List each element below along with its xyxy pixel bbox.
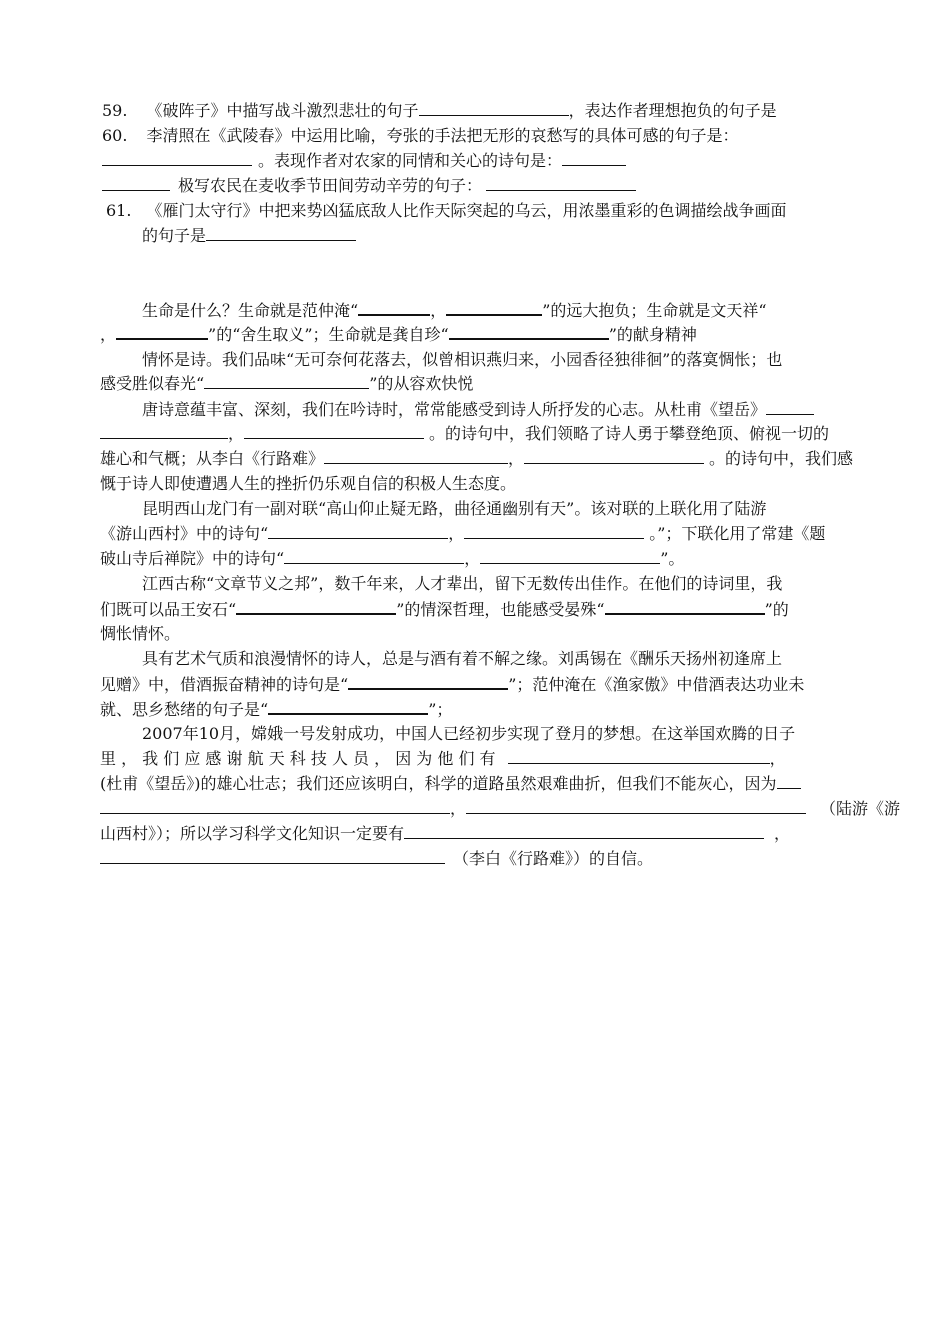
question-text: 《雁门太守行》中把来势凶猛底敌人比作天际突起的乌云，用浓墨重彩的色调描绘战争画面 — [146, 201, 787, 220]
paragraph-text: 江西古称“文章节义之邦”，数千年来，人才辈出，留下无数传出佳作。在他们的诗词里，我 — [142, 574, 783, 593]
fill-paragraph-feelings-line2 — [100, 373, 473, 395]
question-text: 。表现作者对农家的同情和关心的诗句是： — [258, 151, 563, 170]
paragraph-text: 们既可以品王安石“ — [100, 600, 237, 619]
fill-paragraph-wine-line2 — [100, 673, 804, 695]
paragraph-text: ”。 — [660, 549, 685, 568]
question-60-line3 — [102, 175, 636, 197]
paragraph-text: 感受胜似春光“ — [100, 374, 205, 393]
answer-blank[interactable] — [284, 548, 464, 564]
answer-blank[interactable] — [404, 823, 764, 839]
paragraph-text: ， — [508, 449, 525, 468]
fill-paragraph-couplet-line2 — [100, 523, 825, 545]
answer-blank[interactable] — [268, 698, 428, 715]
question-number: 60. — [102, 126, 128, 145]
paragraph-text: ”的远大抱负；生命就是文天祥“ — [542, 301, 767, 320]
answer-blank[interactable] — [480, 548, 660, 564]
paragraph-text: 情怀是诗。我们品味“无可奈何花落去，似曾相识燕归来，小园香径独徘徊”的落寞惆怅；也 — [142, 350, 783, 369]
answer-blank[interactable] — [562, 150, 626, 166]
fill-paragraph-tang-poems — [142, 399, 814, 421]
answer-blank[interactable] — [419, 100, 569, 116]
paragraph-text: 就、思乡愁绪的句子是“ — [100, 700, 269, 719]
answer-blank[interactable] — [100, 798, 450, 814]
paragraph-text: 2007年10月，嫦娥一号发射成功，中国人已经初步实现了登月的梦想。在这举国欢腾的日子 — [142, 724, 796, 743]
paragraph-text: ”；范仲淹在《渔家傲》中借酒表达功业未 — [508, 675, 805, 694]
paragraph-text: ， — [769, 749, 786, 768]
fill-paragraph-life — [142, 299, 767, 321]
answer-blank[interactable] — [486, 175, 636, 191]
fill-paragraph-change-line2 — [100, 748, 786, 770]
fill-paragraph-tang-poems-line4 — [100, 473, 516, 495]
paragraph-text: ， — [464, 549, 481, 568]
question-text: 极写农民在麦收季节田间劳动辛劳的句子： — [178, 176, 483, 195]
fill-paragraph-change-line6 — [100, 848, 653, 870]
fill-paragraph-wine-line3 — [100, 698, 452, 720]
paragraph-text: 里 ， 我 们 应 感 谢 航 天 科 技 人 员 ， 因 为 他 们 有 — [100, 749, 496, 768]
answer-blank[interactable] — [236, 598, 396, 615]
answer-blank[interactable] — [348, 673, 508, 690]
paragraph-text: 唐诗意蕴丰富、深刻，我们在吟诗时，常常能感受到诗人所抒发的心志。从杜甫《望岳》 — [142, 400, 767, 419]
question-text: 李清照在《武陵春》中运用比喻，夸张的手法把无形的哀愁写的具体可感的句子是： — [146, 126, 739, 145]
answer-blank[interactable] — [508, 748, 770, 764]
paragraph-text: ， — [774, 824, 791, 843]
paragraph-text: 昆明西山龙门有一副对联“高山仰止疑无路，曲径通幽别有天”。该对联的上联化用了陆游 — [142, 499, 767, 518]
fill-paragraph-jiangxi — [142, 573, 782, 595]
answer-blank[interactable] — [100, 848, 445, 864]
question-text: 的句子是 — [142, 226, 207, 245]
fill-paragraph-change-line5 — [100, 823, 790, 845]
fill-paragraph-change — [142, 723, 795, 745]
paragraph-text: 惆怅情怀。 — [100, 624, 181, 643]
paragraph-text: ”； — [428, 700, 453, 719]
answer-blank[interactable] — [324, 448, 508, 464]
answer-blank[interactable] — [206, 225, 356, 241]
question-number: 61. — [106, 201, 132, 220]
answer-blank[interactable] — [100, 423, 228, 439]
fill-paragraph-change-line4 — [100, 798, 900, 820]
paragraph-text: 。的诗句中，我们领略了诗人勇于攀登绝顶、俯视一切的 — [429, 424, 830, 443]
paragraph-text: ”的从容欢快悦 — [369, 374, 474, 393]
fill-paragraph-couplet — [142, 498, 766, 520]
answer-blank[interactable] — [358, 299, 430, 316]
paragraph-text: （李白《行路难》）的自信。 — [453, 849, 654, 868]
answer-blank[interactable] — [204, 373, 369, 389]
answer-blank[interactable] — [605, 598, 765, 615]
paragraph-text: 《游山西村》中的诗句“ — [100, 524, 269, 543]
paragraph-text: 。的诗句中，我们感 — [709, 449, 854, 468]
question-60-line2 — [102, 150, 626, 172]
answer-blank[interactable] — [449, 323, 609, 340]
question-number: 59. — [102, 101, 128, 120]
answer-blank[interactable] — [464, 523, 644, 539]
paragraph-text: 生命是什么？生命就是范仲淹“ — [142, 301, 359, 320]
question-61 — [106, 200, 787, 222]
answer-blank[interactable] — [268, 523, 448, 539]
paragraph-text: ”的“舍生取义”；生命就是龚自珍“ — [208, 325, 449, 344]
answer-blank[interactable] — [116, 323, 208, 340]
fill-paragraph-jiangxi-line2 — [100, 598, 789, 620]
paragraph-text: 具有艺术气质和浪漫情怀的诗人，总是与酒有着不解之缘。刘禹锡在《酬乐天扬州初逢席上 — [142, 649, 783, 668]
paragraph-text: 破山寺后禅院》中的诗句“ — [100, 549, 285, 568]
paragraph-text: ， — [450, 799, 467, 818]
fill-paragraph-tang-poems-line3 — [100, 448, 853, 470]
answer-blank[interactable] — [102, 150, 252, 166]
answer-blank[interactable] — [446, 299, 542, 316]
fill-paragraph-wine — [142, 648, 782, 670]
paragraph-text: （陆游《游 — [820, 799, 901, 818]
paragraph-text: ， — [430, 301, 447, 320]
paragraph-text: ， — [100, 325, 117, 344]
fill-paragraph-life-line2 — [100, 323, 697, 345]
question-text: 《破阵子》中描写战斗激烈悲壮的句子 — [146, 101, 419, 120]
question-text: ，表达作者理想抱负的句子是 — [568, 101, 777, 120]
answer-blank[interactable] — [766, 399, 814, 415]
answer-blank[interactable] — [466, 798, 806, 814]
paragraph-text: ， — [448, 524, 465, 543]
question-59 — [102, 100, 777, 122]
paragraph-text: 山西村》）；所以学习科学文化知识一定要有 — [100, 824, 405, 843]
paragraph-text: 。”；下联化用了常建《题 — [649, 524, 826, 543]
answer-blank[interactable] — [524, 448, 704, 464]
question-61-line2 — [142, 225, 356, 247]
paragraph-text: 慨于诗人即使遭遇人生的挫折仍乐观自信的积极人生态度。 — [100, 474, 517, 493]
paragraph-text: (杜甫《望岳》)的雄心壮志；我们还应该明白，科学的道路虽然艰难曲折，但我们不能灰心，因为 — [100, 774, 777, 793]
paragraph-text: ， — [228, 424, 245, 443]
answer-blank[interactable] — [777, 773, 801, 789]
question-60 — [102, 125, 739, 147]
paragraph-text: 雄心和气概；从李白《行路难》 — [100, 449, 325, 468]
fill-paragraph-feelings — [142, 349, 782, 371]
answer-blank[interactable] — [244, 423, 424, 439]
fill-paragraph-jiangxi-line3 — [100, 623, 180, 645]
fill-paragraph-change-line3 — [100, 773, 801, 795]
paragraph-text: 见赠》中，借酒振奋精神的诗句是“ — [100, 675, 349, 694]
paragraph-text: ”的 — [764, 600, 789, 619]
fill-paragraph-couplet-line3 — [100, 548, 684, 570]
paragraph-text: ”的情深哲理，也能感受晏殊“ — [396, 600, 605, 619]
paragraph-text: ”的献身精神 — [608, 325, 697, 344]
fill-paragraph-tang-poems-line2 — [100, 423, 829, 445]
answer-blank[interactable] — [102, 175, 170, 191]
